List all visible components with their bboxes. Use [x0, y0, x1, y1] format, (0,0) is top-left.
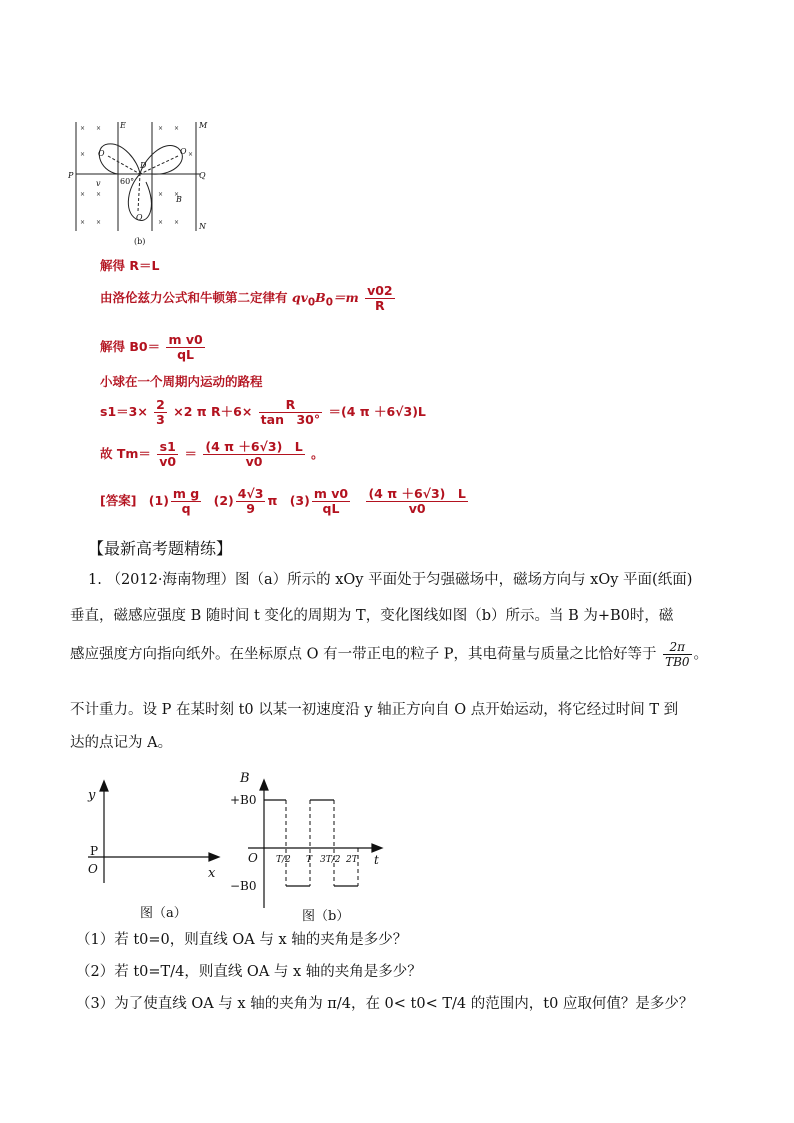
fig-a-y: y: [88, 788, 96, 803]
section-heading: 【最新高考题精练】: [88, 539, 233, 558]
figure-b-graph: [228, 768, 398, 928]
label-O3: O: [180, 147, 187, 156]
problem-line-2: 垂直，磁感应强度 B 随时间 t 变化的周期为 T，变化图线如图（b）所示。当 B 为+B0时，磁: [70, 608, 674, 624]
frac-num: 2: [156, 397, 165, 412]
frac-num: (4 π ＋6√3) L: [205, 439, 303, 454]
svg-text:×: ×: [158, 219, 164, 226]
svg-text:×: ×: [174, 125, 180, 132]
frac-num: 2π: [663, 640, 691, 655]
label-D: D: [140, 161, 147, 170]
solution-line-2-text: 由洛伦兹力公式和牛顿第二定律有: [100, 290, 288, 305]
figure-a-axes: [78, 775, 228, 925]
label-O2: O: [136, 213, 143, 222]
svg-text:×: ×: [158, 125, 164, 132]
fraction-ans3: [312, 487, 350, 516]
label-Q: Q: [199, 171, 206, 180]
solution-line-4: 小球在一个周期内运动的路程: [100, 374, 263, 389]
fig-a-O: O: [88, 862, 98, 876]
question-3: （3）为了使直线 OA 与 x 轴的夹角为 π/4，在 0< t0< T/4 的范围内，t0 应取何值？是多少？: [76, 996, 694, 1012]
svg-text:×: ×: [80, 219, 86, 226]
solution-line-1: 解得 R＝L: [100, 258, 160, 273]
line5-mid: ×2 π R＋6×: [173, 404, 253, 419]
problem-line-3-end: 。: [693, 646, 709, 663]
frac-num: m v0: [168, 332, 203, 347]
label-angle: 60°: [120, 177, 135, 186]
svg-text:×: ×: [188, 151, 194, 158]
fraction-ans2: [236, 487, 266, 516]
fraction-s1-v0: [157, 440, 178, 469]
answer-line: [100, 487, 470, 516]
fig-a-x: x: [208, 866, 216, 881]
problem-line-5: 达的点记为 A。: [70, 735, 173, 751]
svg-text:×: ×: [80, 151, 86, 158]
solution-line-6: [100, 440, 324, 469]
fraction-ans3-period: [366, 487, 467, 516]
fig-b-plusB0: +B0: [230, 793, 257, 807]
fig-b-minusB0: −B0: [230, 879, 257, 893]
svg-text:×: ×: [158, 191, 164, 198]
frac-num: v02: [367, 283, 393, 298]
svg-text:×: ×: [80, 125, 86, 132]
frac-num: 4√3: [237, 486, 264, 501]
fig-b-T2: T/2: [276, 855, 291, 865]
frac-den: q: [181, 501, 191, 516]
solution-line-2: 由洛伦兹力公式和牛顿第二定律有 $qv_0B_0=m$ $\frac{v02}{R}$: [100, 283, 393, 313]
frac-num: m v0: [313, 486, 349, 501]
problem-line-4: 不计重力。设 P 在某时刻 t0 以某一初速度沿 y 轴正方向自 O 点开始运动，将它经过时间 T 到: [70, 702, 679, 718]
line6-end: 。: [311, 446, 324, 461]
label-v0: v: [96, 179, 101, 188]
line6-left: 故 Tm＝: [100, 446, 151, 461]
figure-caption-b: (b): [134, 237, 146, 246]
svg-text:×: ×: [96, 125, 102, 132]
fig-b-B: B: [240, 771, 250, 786]
solution-line-3: [100, 333, 207, 362]
svg-text:×: ×: [174, 219, 180, 226]
fraction-v02-R: [365, 284, 395, 313]
label-N: N: [199, 222, 206, 231]
trajectory-figure: [68, 116, 218, 251]
fig-b-caption: 图（b）: [302, 909, 350, 924]
svg-text:×: ×: [80, 191, 86, 198]
frac-den: qL: [177, 347, 195, 362]
line5-left: s1＝3×: [100, 404, 148, 419]
label-O1: O: [98, 149, 105, 158]
ans2-post: π: [267, 493, 278, 508]
question-1: （1）若 t0=0，则直线 OA 与 x 轴的夹角是多少？: [76, 932, 408, 948]
svg-text:×: ×: [96, 191, 102, 198]
svg-text:×: ×: [174, 191, 180, 198]
fig-a-caption: 图（a）: [140, 906, 187, 921]
frac-den: v0: [159, 454, 177, 469]
formula-eq-m: ＝m: [332, 290, 359, 305]
ans1-pre: (1): [148, 493, 169, 508]
fig-b-3T2: 3T/2: [320, 855, 341, 865]
svg-text:×: ×: [96, 219, 102, 226]
formula-B: B: [315, 290, 326, 305]
fig-a-P: P: [90, 844, 99, 858]
fig-b-2T: 2T: [346, 855, 358, 865]
line5-right: ＝(4 π ＋6√3)L: [328, 404, 426, 419]
fraction-2-3: [154, 398, 167, 427]
frac-num: R: [259, 398, 322, 413]
fraction-2pi-TB0: [663, 640, 691, 669]
problem-line-3: [70, 640, 760, 669]
label-M: M: [199, 121, 208, 130]
frac-den: 3: [156, 412, 165, 427]
fraction-mv0-qL: [166, 333, 204, 362]
fig-b-T: T: [306, 855, 313, 865]
problem-line-1: 1. （2012·海南物理）图（a）所示的 xOy 平面处于匀强磁场中，磁场方向与 xOy 平面(纸面): [88, 572, 693, 588]
frac-num: s1: [157, 440, 178, 455]
frac-den: tan 30°: [260, 412, 321, 427]
frac-den: qL: [322, 501, 340, 516]
label-P: P: [68, 171, 74, 180]
ans3-pre: (3): [289, 493, 310, 508]
frac-den: TB0: [665, 655, 690, 669]
fraction-R-tan30: [259, 398, 322, 427]
label-E: E: [120, 121, 126, 130]
ans2-pre: (2): [213, 493, 234, 508]
question-2: （2）若 t0=T/4，则直线 OA 与 x 轴的夹角是多少？: [76, 964, 422, 980]
problem-line-3-text: 感应强度方向指向纸外。在坐标原点 O 有一带正电的粒子 P，其电荷量与质量之比恰好等于: [70, 646, 657, 663]
line6-eq: ＝: [184, 446, 197, 461]
fig-b-O: O: [248, 851, 258, 865]
frac-den: v0: [245, 454, 263, 469]
frac-num: m g: [172, 486, 200, 501]
solution-line-5: [100, 398, 426, 427]
label-B: B: [176, 195, 182, 204]
fraction-period: [203, 440, 304, 469]
line3-left: 解得 B0＝: [100, 339, 161, 354]
formula-qv: qv: [291, 290, 308, 305]
fraction-ans1: [171, 487, 201, 516]
frac-den: 9: [246, 501, 255, 516]
frac-num: (4 π ＋6√3) L: [368, 486, 466, 501]
fig-b-t: t: [374, 853, 379, 867]
frac-den: v0: [408, 501, 426, 516]
frac-den: R: [375, 298, 385, 313]
answer-label: [答案]: [100, 493, 137, 508]
